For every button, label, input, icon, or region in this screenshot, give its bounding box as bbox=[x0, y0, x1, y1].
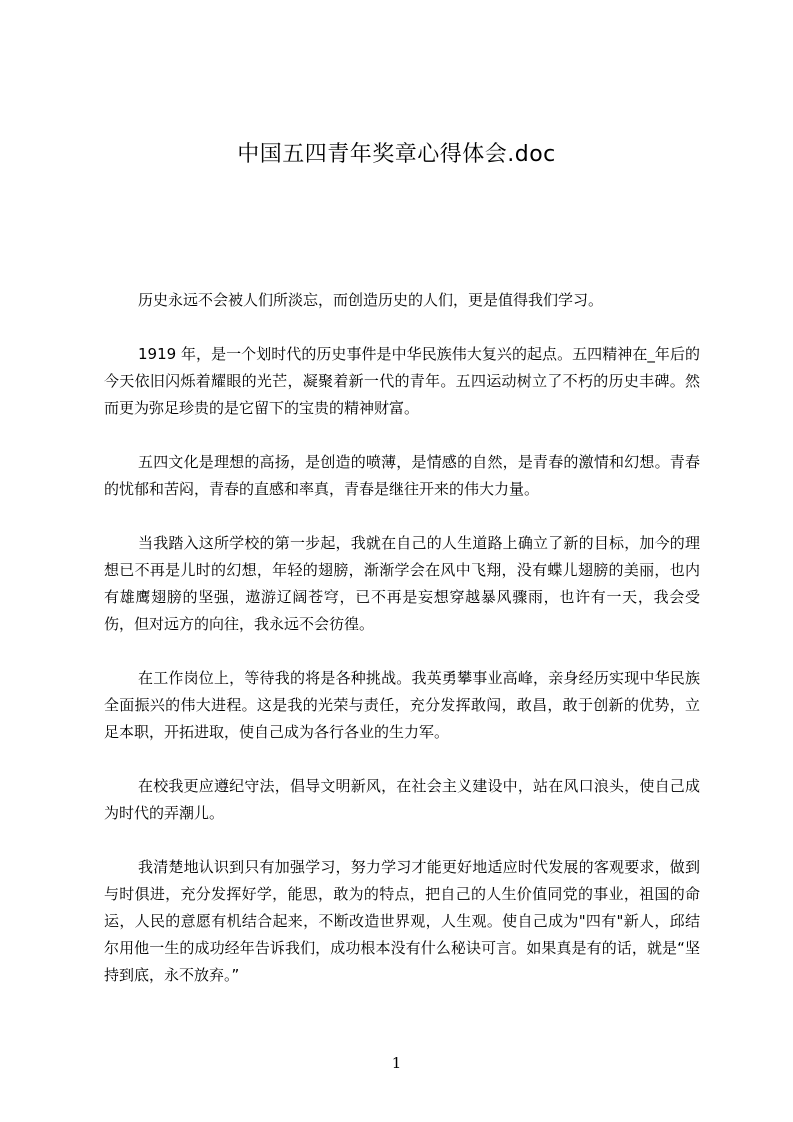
paragraph-2: 1919 年，是一个划时代的历史事件是中华民族伟大复兴的起点。五四精神在_年后的今天依旧闪烁着耀眼的光芒，凝聚着新一代的青年。五四运动树立了不朽的历史丰碑。然而更为弥足珍贵的是它留下的宝贵的精神财富。 bbox=[104, 345, 700, 417]
paragraph-7: 我清楚地认识到只有加强学习，努力学习才能更好地适应时代发展的客观要求，做到与时俱进，充分发挥好学，能思，敢为的特点，把自己的人生价值同党的事业，祖国的命运，人民的意愿有机结合起来，不断改造世界观，人生观。使自己成为"四有"新人，邱结尔用他一生的成功经年告诉我们，成功根本没有什么秘诀可言。如果真是有的话，就是“坚持到底，永不放弃。” bbox=[104, 858, 700, 984]
paragraph-3: 五四文化是理想的高扬，是创造的喷薄，是情感的自然，是青春的激情和幻想。青春的忧郁和苦闷，青春的直感和率真，青春是继往开来的伟大力量。 bbox=[104, 453, 700, 498]
paragraph-6: 在校我更应遵纪守法，倡导文明新风，在社会主义建设中，站在风口浪头，使自己成为时代的弄潮儿。 bbox=[104, 777, 700, 822]
paragraph-1: 历史永远不会被人们所淡忘，而创造历史的人们，更是值得我们学习。 bbox=[138, 291, 604, 309]
document-body bbox=[104, 287, 700, 1016]
page-number: 1 bbox=[391, 1054, 402, 1072]
document-title: 中国五四青年奖章心得体会.doc bbox=[237, 142, 556, 167]
paragraph-4: 当我踏入这所学校的第一步起，我就在自己的人生道路上确立了新的目标，加今的理想已不再是儿时的幻想，年轻的翅膀，渐渐学会在风中飞翔，没有蝶儿翅膀的美丽，也内有雄鹰翅膀的坚强，遨游辽阔苍穹，已不再是妄想穿越暴风骤雨，也许有一天，我会受伤，但对远方的向往，我永远不会彷徨。 bbox=[104, 534, 700, 633]
paragraph-5: 在工作岗位上，等待我的将是各种挑战。我英勇攀事业高峰，亲身经历实现中华民族全面振兴的伟大进程。这是我的光荣与责任，充分发挥敢闯，敢昌，敢于创新的优势，立足本职，开拓进取，使自己成为各行各业的生力军。 bbox=[104, 669, 700, 741]
